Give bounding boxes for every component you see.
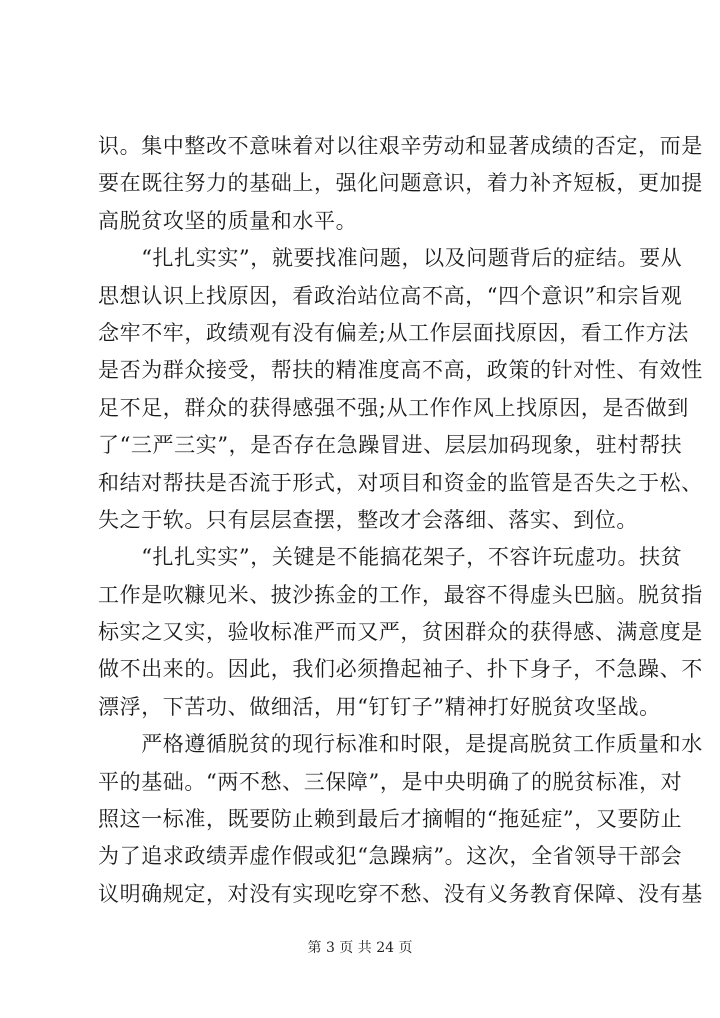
text-line: 要在既往努力的基础上，强化问题意识，着力补齐短板，更加提 <box>98 171 703 196</box>
text-line: “扎扎实实”，关键是不能搞花架子，不容许玩虚功。扶贫 <box>98 545 683 570</box>
text-line: 是否为群众接受，帮扶的精准度高不高，政策的针对性、有效性 <box>98 358 703 383</box>
text-line: 失之于软。只有层层查摆，整改才会落细、落实、到位。 <box>98 507 638 532</box>
page-number-footer: 第 3 页 共 24 页 <box>307 940 413 956</box>
text-line: 了“三严三实”，是否存在急躁冒进、层层加码现象，驻村帮扶 <box>98 433 683 458</box>
text-line: “扎扎实实”，就要找准问题，以及问题背后的症结。要从 <box>98 246 683 271</box>
text-line: 识。集中整改不意味着对以往艰辛劳动和显著成绩的否定，而是 <box>98 134 703 158</box>
text-line: 议明确规定，对没有实现吃穿不愁、没有义务教育保障、没有基 <box>98 881 703 906</box>
text-line: 标实之又实，验收标准严而又严，贫困群众的获得感、满意度是 <box>98 620 703 645</box>
text-line: 做不出来的。因此，我们必须撸起袖子、扑下身子，不急躁、不 <box>98 657 703 682</box>
text-line: 为了追求政绩弄虚作假或犯“急躁病”。这次，全省领导干部会 <box>98 844 683 869</box>
text-line: 漂浮，下苦功、做细活，用“钉钉子”精神打好脱贫攻坚战。 <box>98 694 661 719</box>
text-line: 足不足，群众的获得感强不强;从工作作风上找原因，是否做到 <box>98 395 689 420</box>
text-line: 念牢不牢，政绩观有没有偏差;从工作层面找原因，看工作方法 <box>98 320 689 345</box>
body-text <box>98 128 703 913</box>
text-line: 平的基础。“两不愁、三保障”，是中央明确了的脱贫标准，对 <box>98 769 683 794</box>
text-line: 照这一标准，既要防止赖到最后才摘帽的“拖延症”，又要防止 <box>98 807 683 832</box>
text-line: 思想认识上找原因，看政治站位高不高，“四个意识”和宗旨观 <box>98 283 683 308</box>
text-line: 严格遵循脱贫的现行标准和时限，是提高脱贫工作质量和水 <box>98 732 703 757</box>
text-line: 工作是吹糠见米、披沙拣金的工作，最容不得虚头巴脑。脱贫指 <box>98 582 703 607</box>
text-line: 高脱贫攻坚的质量和水平。 <box>98 208 358 233</box>
text-line: 和结对帮扶是否流于形式，对项目和资金的监管是否失之于松、 <box>98 470 703 495</box>
